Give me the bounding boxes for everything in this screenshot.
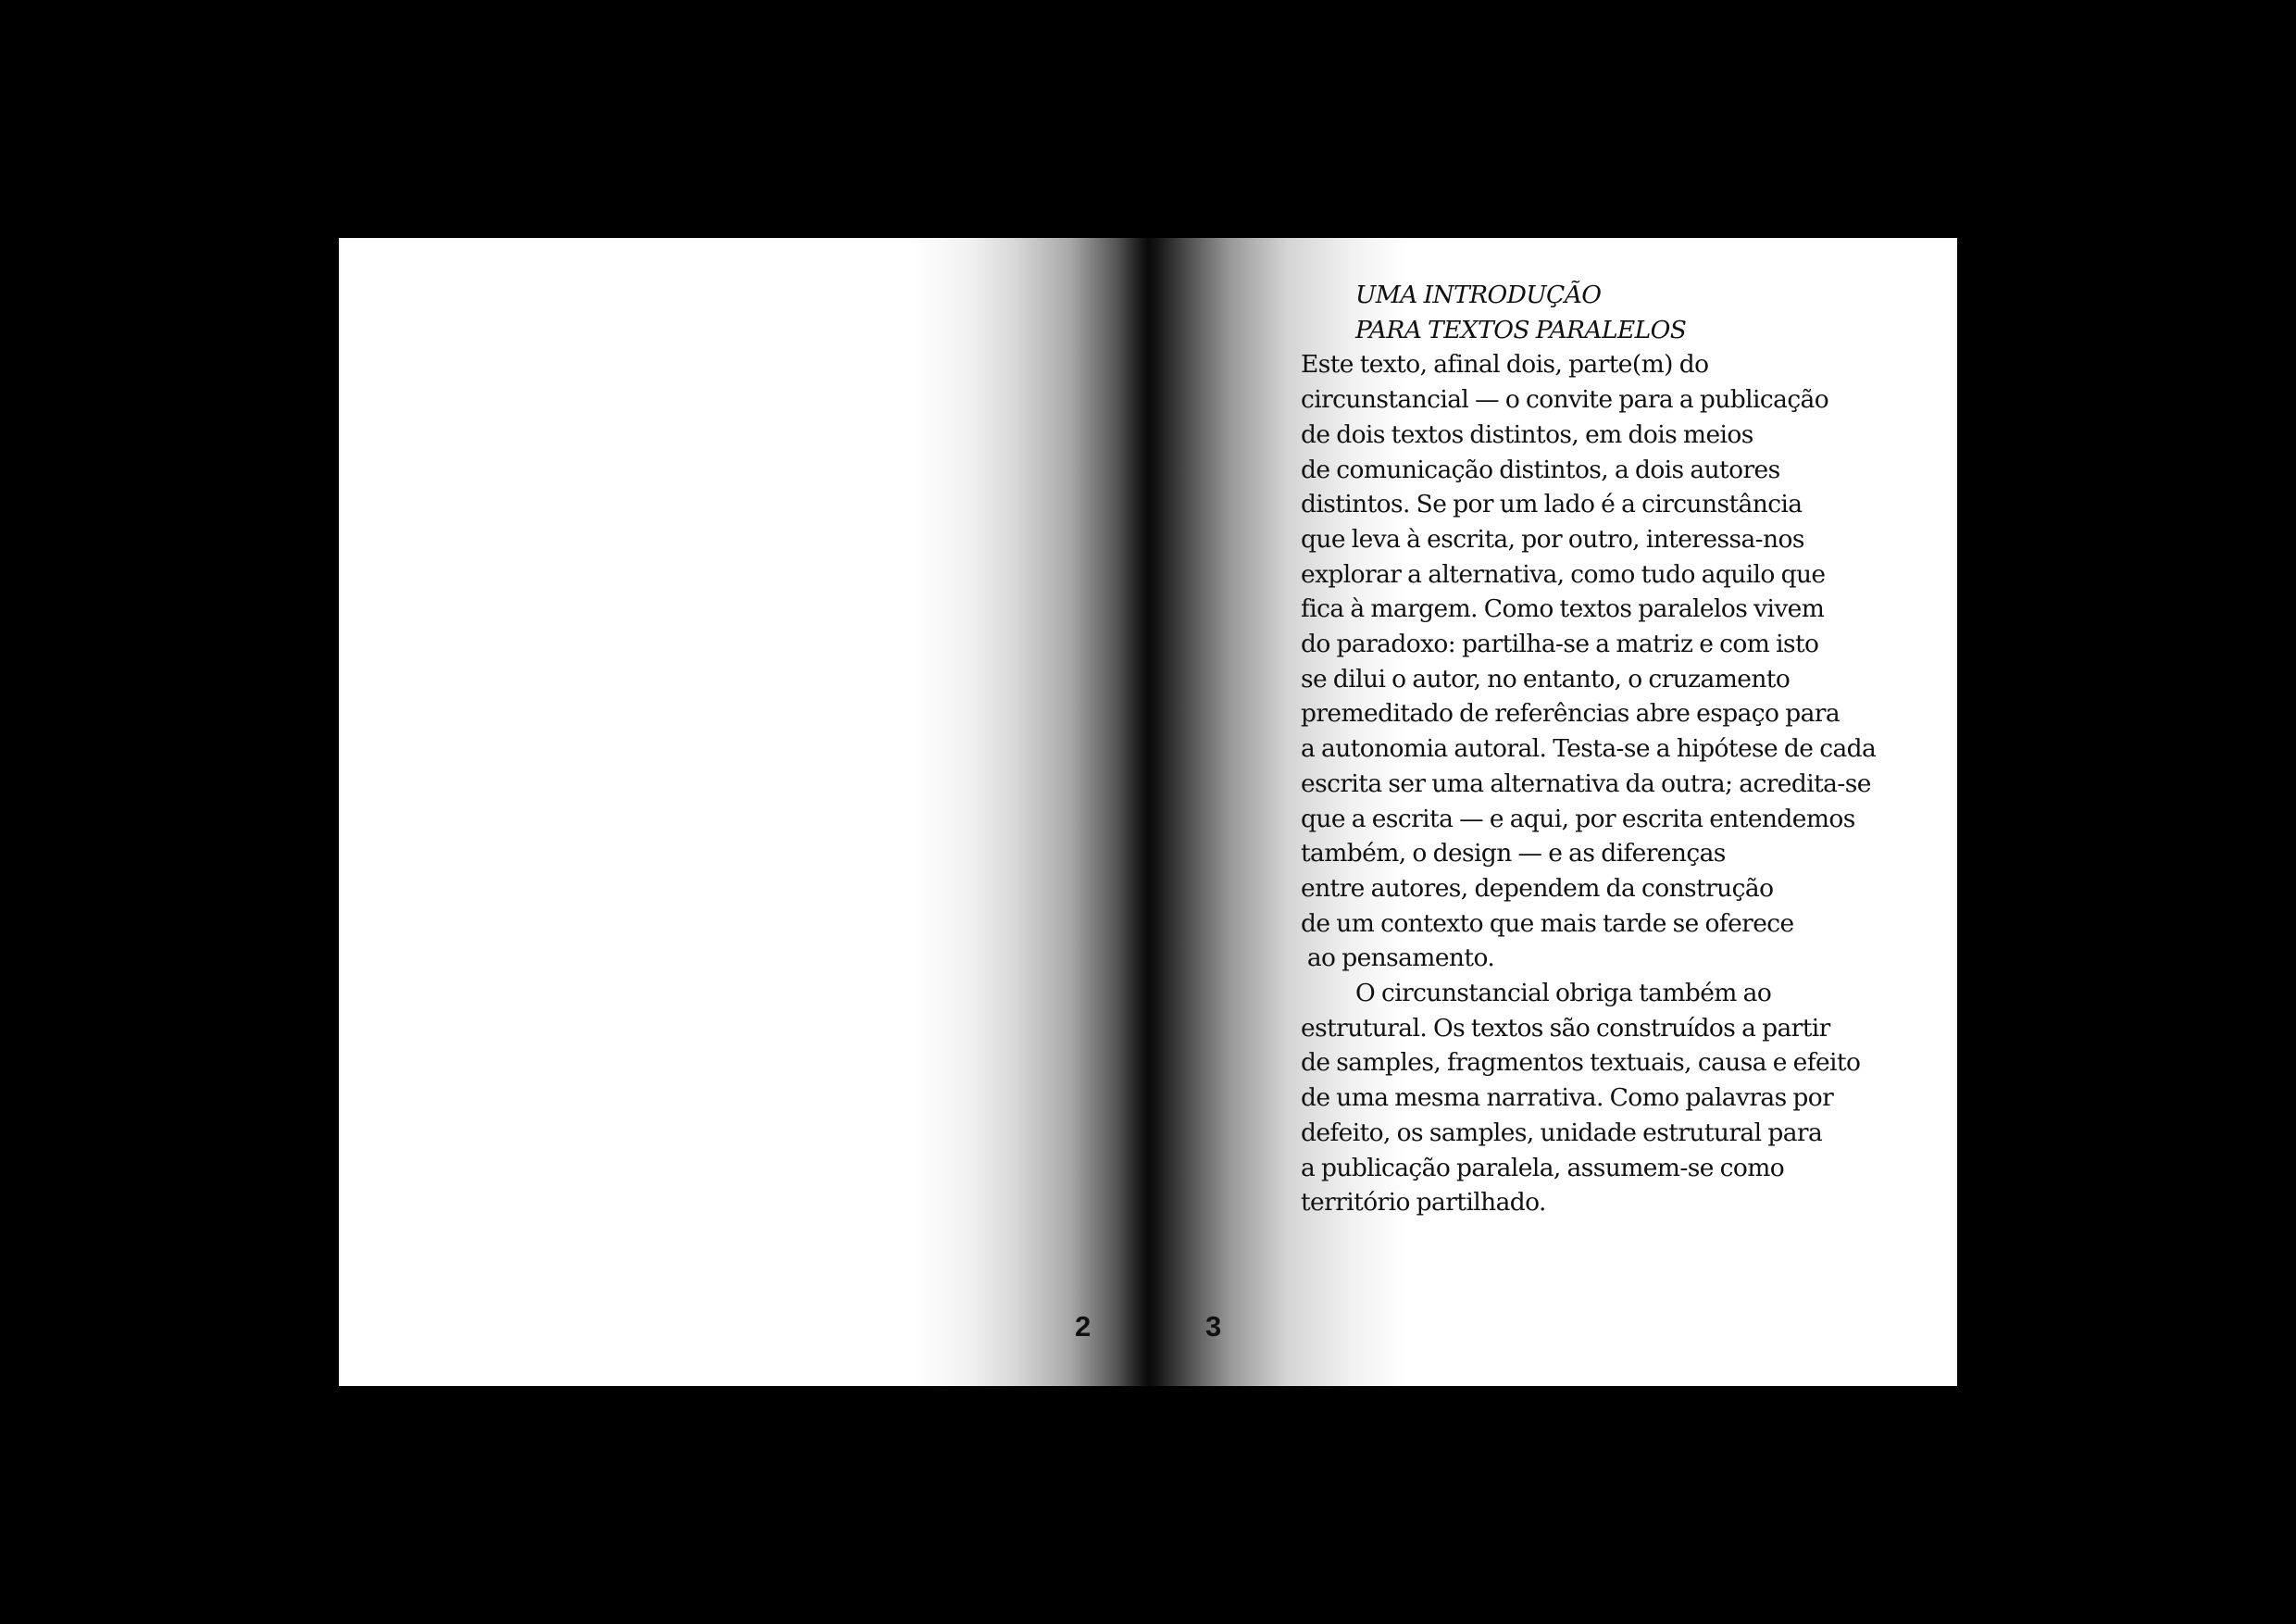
text-line: escrita ser uma alternativa da outra; acredita-se bbox=[1301, 768, 1871, 798]
left-page bbox=[339, 238, 1148, 1386]
page-number-left: 2 bbox=[1075, 1310, 1092, 1343]
section-heading bbox=[1301, 278, 1930, 347]
text-line: de samples, fragmentos textuais, causa e efeito bbox=[1301, 1048, 1861, 1078]
paragraph-1 bbox=[1301, 347, 1930, 976]
text-line: premeditado de referências abre espaço para bbox=[1301, 699, 1841, 729]
text-line: fica à margem. Como textos paralelos vivem bbox=[1301, 594, 1825, 624]
text-line: entre autores, dependem da construção bbox=[1301, 873, 1774, 903]
text-line: se dilui o autor, no entanto, o cruzamento bbox=[1301, 664, 1791, 693]
text-line: que leva à escrita, por outro, interessa-nos bbox=[1301, 524, 1804, 554]
heading-line: PARA TEXTOS PARALELOS bbox=[1355, 315, 1687, 344]
paragraph-2 bbox=[1301, 976, 1930, 1220]
text-line: de dois textos distintos, em dois meios bbox=[1301, 419, 1753, 449]
text-line: O circunstancial obriga também ao bbox=[1355, 979, 1772, 1008]
body-text bbox=[1301, 278, 1930, 1220]
text-line: de uma mesma narrativa. Como palavras por bbox=[1301, 1083, 1834, 1113]
heading-line: UMA INTRODUÇÃO bbox=[1355, 281, 1602, 309]
text-line: de comunicação distintos, a dois autores bbox=[1301, 455, 1780, 484]
text-line: de um contexto que mais tarde se oferece bbox=[1301, 908, 1794, 938]
text-line: Este texto, afinal dois, parte(m) do bbox=[1301, 350, 1709, 380]
text-line: território partilhado. bbox=[1301, 1188, 1546, 1218]
text-line: ao pensamento. bbox=[1301, 943, 1495, 973]
text-line: que a escrita — e aqui, por escrita entendemos bbox=[1301, 804, 1855, 833]
text-line: a autonomia autoral. Testa-se a hipótese de cada bbox=[1301, 734, 1877, 764]
text-line: explorar a alternativa, como tudo aquilo que bbox=[1301, 559, 1826, 589]
text-line: do paradoxo: partilha-se a matriz e com isto bbox=[1301, 630, 1819, 659]
page-number-right: 3 bbox=[1205, 1310, 1222, 1343]
text-line: a publicação paralela, assumem-se como bbox=[1301, 1153, 1785, 1182]
text-line: circunstancial — o convite para a publicação bbox=[1301, 385, 1829, 415]
text-line: estrutural. Os textos são construídos a partir bbox=[1301, 1013, 1830, 1043]
text-line: também, o design — e as diferenças bbox=[1301, 839, 1726, 868]
text-line: distintos. Se por um lado é a circunstância bbox=[1301, 490, 1803, 519]
text-line: defeito, os samples, unidade estrutural para bbox=[1301, 1118, 1823, 1147]
